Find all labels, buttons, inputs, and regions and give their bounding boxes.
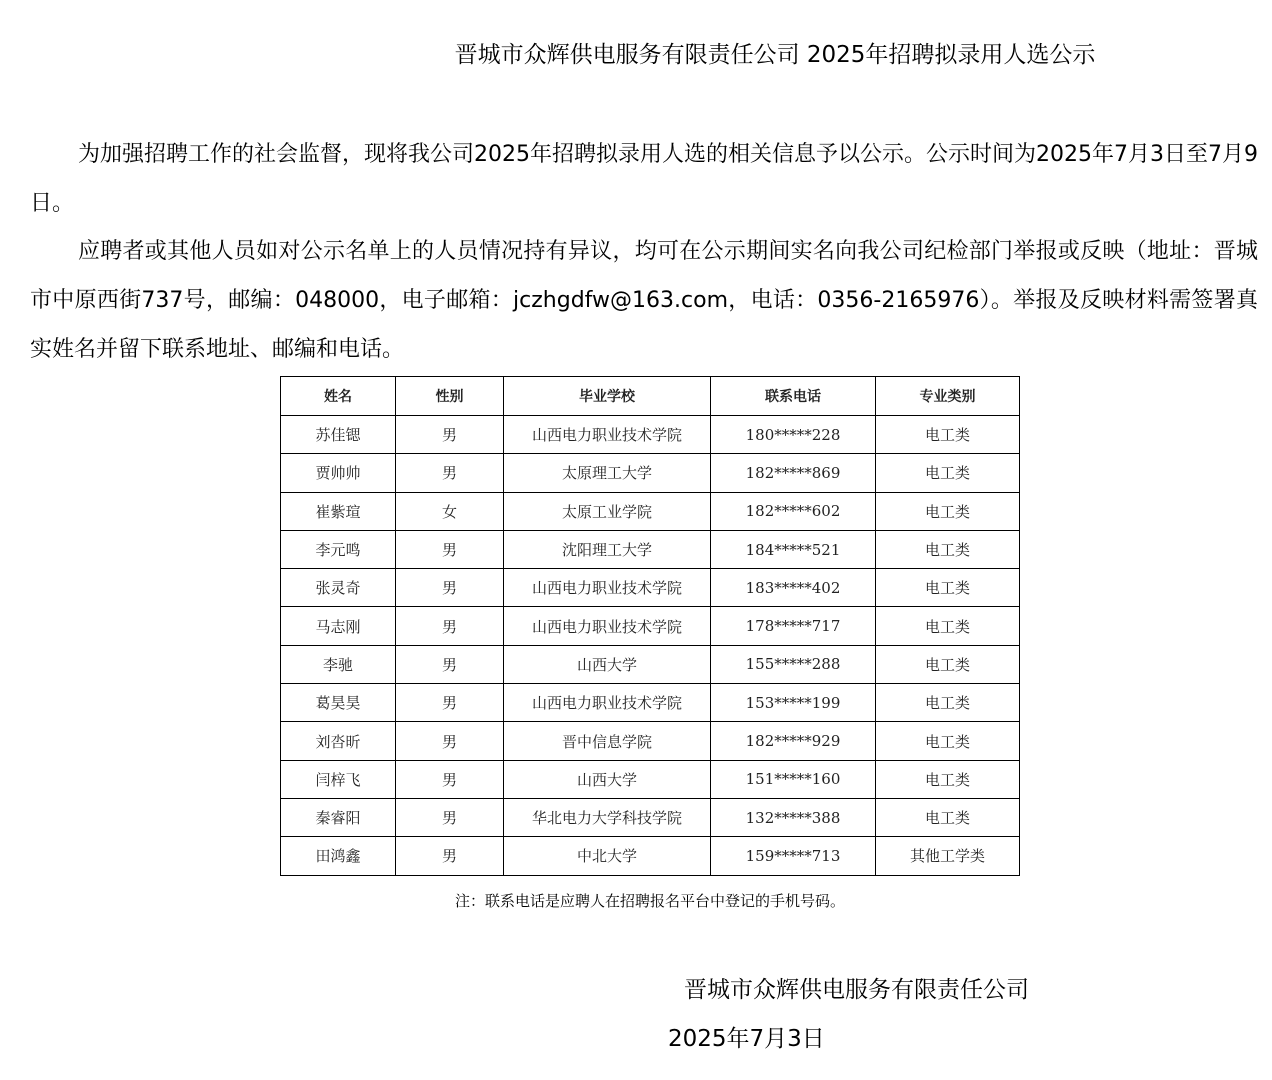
cell-phone: 178*****717: [711, 607, 876, 645]
cell-school: 山西电力职业技术学院: [504, 569, 711, 607]
header-major: 专业类别: [876, 377, 1020, 416]
table-row: [281, 760, 1020, 798]
table-row: [281, 837, 1020, 875]
cell-phone: 182*****602: [711, 492, 876, 530]
cell-name: 李元鸣: [281, 530, 396, 568]
table-header-row: [281, 377, 1020, 416]
cell-major: 电工类: [876, 645, 1020, 683]
cell-name: 张灵奇: [281, 569, 396, 607]
cell-gender: 男: [396, 760, 504, 798]
cell-gender: 男: [396, 722, 504, 760]
cell-name: 苏佳锶: [281, 416, 396, 454]
cell-name: 刘呇昕: [281, 722, 396, 760]
table-row: [281, 684, 1020, 722]
cell-gender: 女: [396, 492, 504, 530]
cell-phone: 153*****199: [711, 684, 876, 722]
cell-name: 田鸿鑫: [281, 837, 396, 875]
cell-phone: 132*****388: [711, 798, 876, 836]
cell-phone: 180*****228: [711, 416, 876, 454]
cell-gender: 男: [396, 530, 504, 568]
table-row: [281, 416, 1020, 454]
objection-paragraph: 应聘者或其他人员如对公示名单上的人员情况持有异议，均可在公示期间实名向我公司纪检部门举报或反映（地址：晋城市中原西街737号，邮编：048000，电子邮箱：jczhgdfw@163.com，电话：0356-2165976）。举报及反映材料需签署真实姓名并留下联系地址、邮编和电话。: [30, 239, 1258, 362]
cell-school: 太原工业学院: [504, 492, 711, 530]
cell-school: 中北大学: [504, 837, 711, 875]
cell-major: 电工类: [876, 684, 1020, 722]
cell-major: 其他工学类: [876, 837, 1020, 875]
cell-phone: 184*****521: [711, 530, 876, 568]
cell-name: 闫梓飞: [281, 760, 396, 798]
cell-name: 李驰: [281, 645, 396, 683]
cell-major: 电工类: [876, 722, 1020, 760]
table-row: [281, 645, 1020, 683]
candidate-table: [280, 376, 1020, 876]
header-gender: 性别: [396, 377, 504, 416]
cell-name: 葛昊昊: [281, 684, 396, 722]
header-school: 毕业学校: [504, 377, 711, 416]
signature-company: 晋城市众辉供电服务有限责任公司: [684, 977, 1029, 1003]
cell-major: 电工类: [876, 416, 1020, 454]
cell-major: 电工类: [876, 569, 1020, 607]
cell-major: 电工类: [876, 760, 1020, 798]
cell-school: 山西电力职业技术学院: [504, 607, 711, 645]
page-title: 晋城市众辉供电服务有限责任公司 2025年招聘拟录用人选公示: [454, 42, 1096, 68]
cell-phone: 182*****869: [711, 454, 876, 492]
table-row: [281, 722, 1020, 760]
candidate-table-container: [280, 376, 1020, 876]
cell-phone: 182*****929: [711, 722, 876, 760]
table-row: [281, 454, 1020, 492]
cell-major: 电工类: [876, 798, 1020, 836]
cell-school: 山西大学: [504, 760, 711, 798]
header-name: 姓名: [281, 377, 396, 416]
cell-gender: 男: [396, 607, 504, 645]
cell-phone: 151*****160: [711, 760, 876, 798]
cell-major: 电工类: [876, 607, 1020, 645]
cell-school: 沈阳理工大学: [504, 530, 711, 568]
header-phone: 联系电话: [711, 377, 876, 416]
cell-gender: 男: [396, 837, 504, 875]
table-row: [281, 492, 1020, 530]
cell-gender: 男: [396, 798, 504, 836]
table-row: [281, 607, 1020, 645]
signature-date: 2025年7月3日: [668, 1026, 825, 1052]
table-row: [281, 530, 1020, 568]
cell-name: 马志刚: [281, 607, 396, 645]
cell-major: 电工类: [876, 530, 1020, 568]
intro-paragraph: 为加强招聘工作的社会监督，现将我公司2025年招聘拟录用人选的相关信息予以公示。公示时间为2025年7月3日至7月9日。: [30, 142, 1258, 216]
cell-school: 太原理工大学: [504, 454, 711, 492]
cell-school: 晋中信息学院: [504, 722, 711, 760]
cell-gender: 男: [396, 569, 504, 607]
table-row: [281, 569, 1020, 607]
cell-name: 贾帅帅: [281, 454, 396, 492]
cell-gender: 男: [396, 416, 504, 454]
cell-major: 电工类: [876, 454, 1020, 492]
cell-school: 山西电力职业技术学院: [504, 416, 711, 454]
cell-gender: 男: [396, 684, 504, 722]
cell-name: 秦睿阳: [281, 798, 396, 836]
cell-school: 山西大学: [504, 645, 711, 683]
table-note: 注：联系电话是应聘人在招聘报名平台中登记的手机号码。: [454, 892, 845, 910]
table-row: [281, 798, 1020, 836]
cell-phone: 155*****288: [711, 645, 876, 683]
cell-school: 华北电力大学科技学院: [504, 798, 711, 836]
cell-name: 崔紫瑄: [281, 492, 396, 530]
cell-phone: 159*****713: [711, 837, 876, 875]
cell-gender: 男: [396, 645, 504, 683]
cell-gender: 男: [396, 454, 504, 492]
cell-school: 山西电力职业技术学院: [504, 684, 711, 722]
cell-major: 电工类: [876, 492, 1020, 530]
cell-phone: 183*****402: [711, 569, 876, 607]
